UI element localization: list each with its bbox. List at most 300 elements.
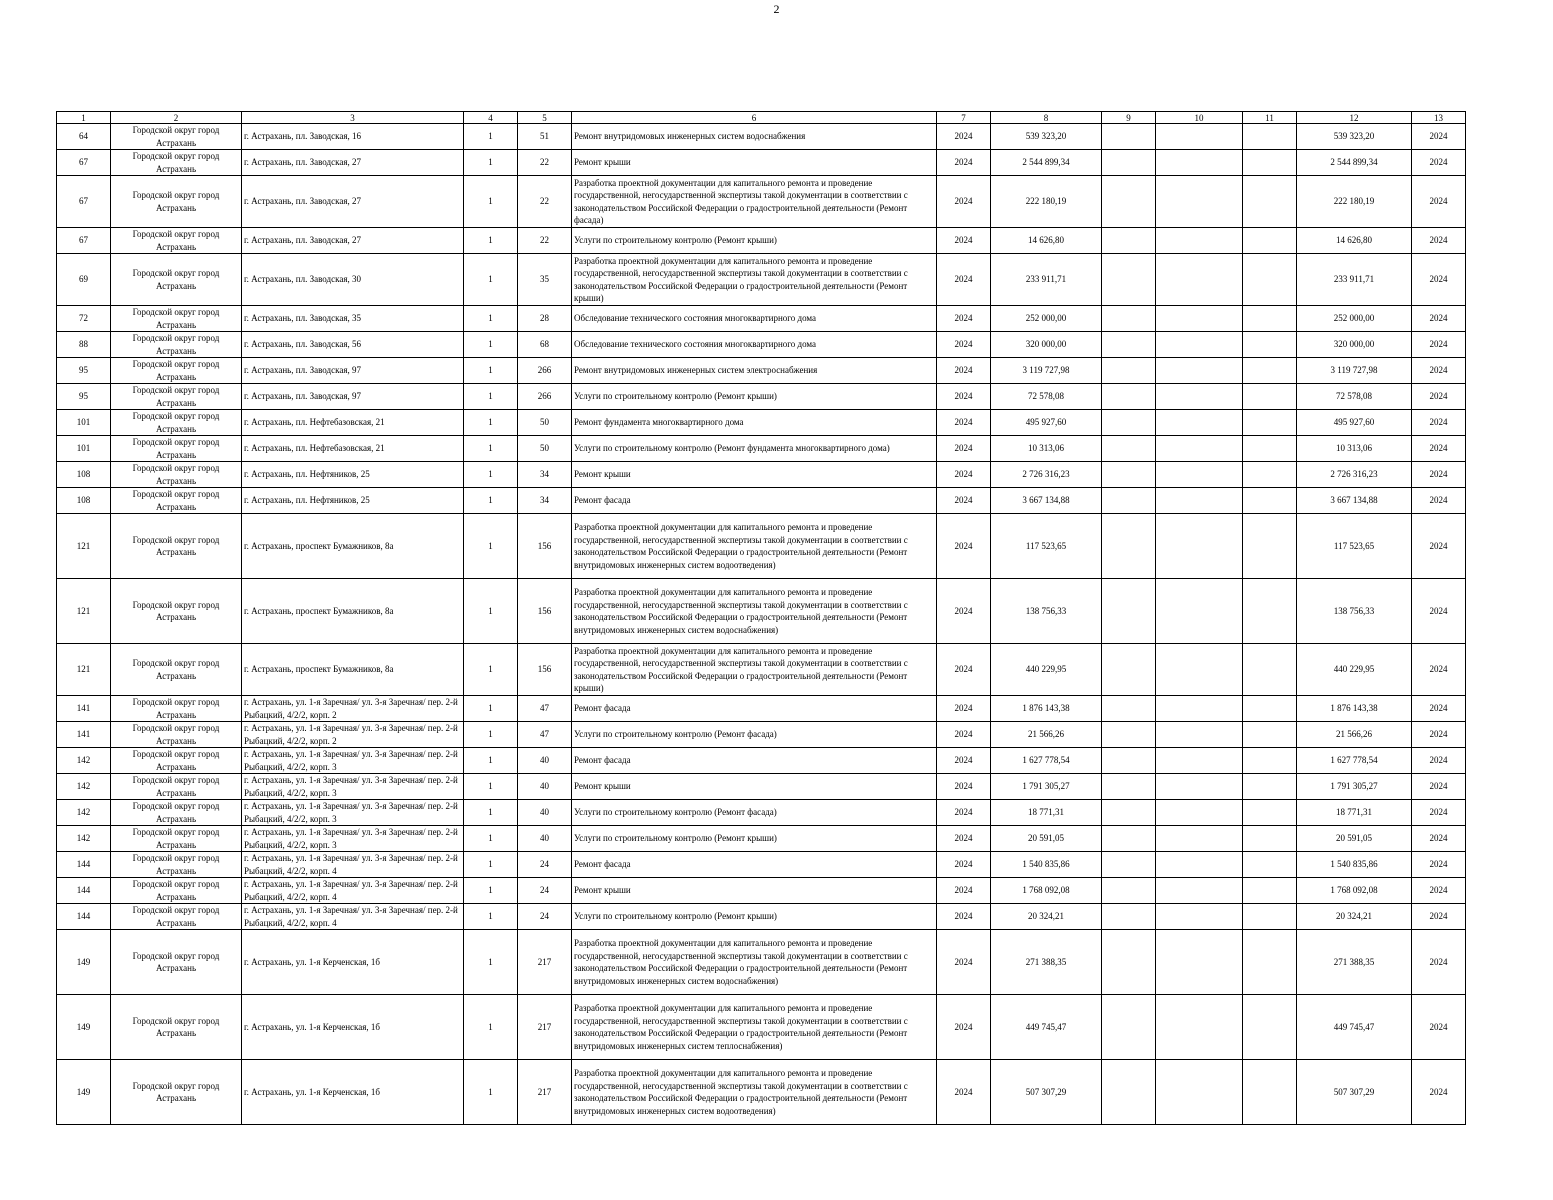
total-cost-cell: 271 388,35 <box>1297 930 1412 995</box>
row-number-cell: 142 <box>57 748 111 774</box>
end-year-cell: 2024 <box>1412 384 1466 410</box>
col4-cell: 1 <box>464 722 518 748</box>
work-type-cell: Разработка проектной документации для капитального ремонта и проведение государственной, негосударственной экспертизы такой документации в соответствии с законодательством Российской Федерации о градостроительной деятельности (Ремонт крыши) <box>572 644 937 696</box>
column-header: 6 <box>572 112 937 124</box>
cost-cell: 21 566,26 <box>991 722 1102 748</box>
total-cost-cell: 117 523,65 <box>1297 514 1412 579</box>
col4-cell: 1 <box>464 228 518 254</box>
col4-cell: 1 <box>464 748 518 774</box>
col5-cell: 22 <box>518 228 572 254</box>
work-type-cell: Ремонт крыши <box>572 774 937 800</box>
cost-cell: 233 911,71 <box>991 254 1102 306</box>
address-cell: г. Астрахань, ул. 1-я Заречная/ ул. 3-я Заречная/ пер. 2-й Рыбацкий, 4/2/2, корп. 3 <box>242 800 464 826</box>
col5-cell: 50 <box>518 436 572 462</box>
year-cell: 2024 <box>937 332 991 358</box>
work-type-cell: Ремонт внутридомовых инженерных систем электроснабжения <box>572 358 937 384</box>
work-type-cell: Разработка проектной документации для капитального ремонта и проведение государственной, негосударственной экспертизы такой документации в соответствии с законодательством Российской Федерации о градостроительной деятельности (Ремонт крыши) <box>572 254 937 306</box>
col10-cell <box>1156 995 1243 1060</box>
col9-cell <box>1102 176 1156 228</box>
col4-cell: 1 <box>464 410 518 436</box>
table-row <box>57 852 1466 878</box>
col11-cell <box>1243 358 1297 384</box>
end-year-cell: 2024 <box>1412 488 1466 514</box>
column-header: 12 <box>1297 112 1412 124</box>
address-cell: г. Астрахань, ул. 1-я Заречная/ ул. 3-я Заречная/ пер. 2-й Рыбацкий, 4/2/2, корп. 4 <box>242 878 464 904</box>
end-year-cell: 2024 <box>1412 748 1466 774</box>
row-number-cell: 142 <box>57 800 111 826</box>
cost-cell: 222 180,19 <box>991 176 1102 228</box>
address-cell: г. Астрахань, пл. Заводская, 16 <box>242 124 464 150</box>
municipality-cell: Городской округ город Астрахань <box>111 852 242 878</box>
row-number-cell: 149 <box>57 995 111 1060</box>
col4-cell: 1 <box>464 462 518 488</box>
year-cell: 2024 <box>937 228 991 254</box>
col5-cell: 34 <box>518 488 572 514</box>
col9-cell <box>1102 384 1156 410</box>
year-cell: 2024 <box>937 488 991 514</box>
col4-cell: 1 <box>464 852 518 878</box>
col9-cell <box>1102 826 1156 852</box>
col11-cell <box>1243 306 1297 332</box>
column-header: 13 <box>1412 112 1466 124</box>
col10-cell <box>1156 436 1243 462</box>
work-type-cell: Ремонт крыши <box>572 462 937 488</box>
cost-cell: 20 324,21 <box>991 904 1102 930</box>
col11-cell <box>1243 488 1297 514</box>
col9-cell <box>1102 904 1156 930</box>
total-cost-cell: 320 000,00 <box>1297 332 1412 358</box>
col11-cell <box>1243 150 1297 176</box>
col10-cell <box>1156 358 1243 384</box>
column-header: 3 <box>242 112 464 124</box>
end-year-cell: 2024 <box>1412 852 1466 878</box>
year-cell: 2024 <box>937 800 991 826</box>
table-row <box>57 462 1466 488</box>
col10-cell <box>1156 176 1243 228</box>
table-row <box>57 748 1466 774</box>
col5-cell: 34 <box>518 462 572 488</box>
col11-cell <box>1243 748 1297 774</box>
col4-cell: 1 <box>464 306 518 332</box>
table-row <box>57 696 1466 722</box>
end-year-cell: 2024 <box>1412 644 1466 696</box>
col11-cell <box>1243 462 1297 488</box>
year-cell: 2024 <box>937 1060 991 1125</box>
municipality-cell: Городской округ город Астрахань <box>111 228 242 254</box>
work-type-cell: Разработка проектной документации для капитального ремонта и проведение государственной, негосударственной экспертизы такой документации в соответствии с законодательством Российской Федерации о градостроительной деятельности (Ремонт фасада) <box>572 176 937 228</box>
year-cell: 2024 <box>937 254 991 306</box>
col11-cell <box>1243 995 1297 1060</box>
column-number-row <box>57 112 1466 124</box>
cost-cell: 138 756,33 <box>991 579 1102 644</box>
total-cost-cell: 20 591,05 <box>1297 826 1412 852</box>
municipality-cell: Городской округ город Астрахань <box>111 722 242 748</box>
municipality-cell: Городской округ город Астрахань <box>111 579 242 644</box>
table-row <box>57 384 1466 410</box>
cost-cell: 72 578,08 <box>991 384 1102 410</box>
col9-cell <box>1102 1060 1156 1125</box>
col11-cell <box>1243 436 1297 462</box>
row-number-cell: 67 <box>57 150 111 176</box>
table-row <box>57 904 1466 930</box>
col10-cell <box>1156 748 1243 774</box>
year-cell: 2024 <box>937 852 991 878</box>
table-row <box>57 995 1466 1060</box>
end-year-cell: 2024 <box>1412 254 1466 306</box>
col9-cell <box>1102 852 1156 878</box>
work-type-cell: Услуги по строительному контролю (Ремонт крыши) <box>572 904 937 930</box>
total-cost-cell: 440 229,95 <box>1297 644 1412 696</box>
end-year-cell: 2024 <box>1412 176 1466 228</box>
work-type-cell: Разработка проектной документации для капитального ремонта и проведение государственной, негосударственной экспертизы такой документации в соответствии с законодательством Российской Федерации о градостроительной деятельности (Ремонт внутридомовых инженерных систем водоотведения) <box>572 514 937 579</box>
municipality-cell: Городской округ город Астрахань <box>111 150 242 176</box>
col11-cell <box>1243 579 1297 644</box>
row-number-cell: 108 <box>57 488 111 514</box>
work-type-cell: Разработка проектной документации для капитального ремонта и проведение государственной, негосударственной экспертизы такой документации в соответствии с законодательством Российской Федерации о градостроительной деятельности (Ремонт внутридомовых инженерных систем водоотведения) <box>572 1060 937 1125</box>
municipality-cell: Городской округ город Астрахань <box>111 878 242 904</box>
col4-cell: 1 <box>464 436 518 462</box>
table-row <box>57 722 1466 748</box>
address-cell: г. Астрахань, пл. Заводская, 97 <box>242 384 464 410</box>
table-row <box>57 254 1466 306</box>
col10-cell <box>1156 904 1243 930</box>
col5-cell: 266 <box>518 358 572 384</box>
end-year-cell: 2024 <box>1412 826 1466 852</box>
row-number-cell: 142 <box>57 774 111 800</box>
end-year-cell: 2024 <box>1412 306 1466 332</box>
cost-cell: 10 313,06 <box>991 436 1102 462</box>
column-header: 11 <box>1243 112 1297 124</box>
col11-cell <box>1243 514 1297 579</box>
total-cost-cell: 507 307,29 <box>1297 1060 1412 1125</box>
cost-cell: 1 791 305,27 <box>991 774 1102 800</box>
table-row <box>57 579 1466 644</box>
col9-cell <box>1102 358 1156 384</box>
col5-cell: 47 <box>518 696 572 722</box>
col4-cell: 1 <box>464 358 518 384</box>
col5-cell: 22 <box>518 176 572 228</box>
end-year-cell: 2024 <box>1412 332 1466 358</box>
total-cost-cell: 20 324,21 <box>1297 904 1412 930</box>
total-cost-cell: 1 791 305,27 <box>1297 774 1412 800</box>
table-body <box>57 124 1466 1125</box>
address-cell: г. Астрахань, пл. Заводская, 30 <box>242 254 464 306</box>
municipality-cell: Городской округ город Астрахань <box>111 358 242 384</box>
table-row <box>57 644 1466 696</box>
col5-cell: 156 <box>518 644 572 696</box>
cost-cell: 2 544 899,34 <box>991 150 1102 176</box>
col10-cell <box>1156 124 1243 150</box>
address-cell: г. Астрахань, пл. Заводская, 27 <box>242 176 464 228</box>
year-cell: 2024 <box>937 436 991 462</box>
work-type-cell: Ремонт фасада <box>572 488 937 514</box>
municipality-cell: Городской округ город Астрахань <box>111 904 242 930</box>
table-row <box>57 358 1466 384</box>
col4-cell: 1 <box>464 930 518 995</box>
total-cost-cell: 2 544 899,34 <box>1297 150 1412 176</box>
total-cost-cell: 3 119 727,98 <box>1297 358 1412 384</box>
col4-cell: 1 <box>464 514 518 579</box>
address-cell: г. Астрахань, пл. Заводская, 35 <box>242 306 464 332</box>
address-cell: г. Астрахань, пл. Заводская, 27 <box>242 228 464 254</box>
work-type-cell: Ремонт внутридомовых инженерных систем водоснабжения <box>572 124 937 150</box>
address-cell: г. Астрахань, проспект Бумажников, 8а <box>242 579 464 644</box>
municipality-cell: Городской округ город Астрахань <box>111 800 242 826</box>
total-cost-cell: 72 578,08 <box>1297 384 1412 410</box>
repair-plan-table <box>56 111 1466 1125</box>
col9-cell <box>1102 228 1156 254</box>
year-cell: 2024 <box>937 774 991 800</box>
total-cost-cell: 449 745,47 <box>1297 995 1412 1060</box>
year-cell: 2024 <box>937 306 991 332</box>
address-cell: г. Астрахань, ул. 1-я Заречная/ ул. 3-я Заречная/ пер. 2-й Рыбацкий, 4/2/2, корп. 3 <box>242 748 464 774</box>
cost-cell: 117 523,65 <box>991 514 1102 579</box>
col10-cell <box>1156 774 1243 800</box>
work-type-cell: Разработка проектной документации для капитального ремонта и проведение государственной, негосударственной экспертизы такой документации в соответствии с законодательством Российской Федерации о градостроительной деятельности (Ремонт внутридомовых инженерных систем теплоснабжения) <box>572 995 937 1060</box>
table-row <box>57 332 1466 358</box>
work-type-cell: Услуги по строительному контролю (Ремонт фасада) <box>572 800 937 826</box>
col10-cell <box>1156 462 1243 488</box>
col11-cell <box>1243 124 1297 150</box>
col4-cell: 1 <box>464 1060 518 1125</box>
col11-cell <box>1243 176 1297 228</box>
col9-cell <box>1102 995 1156 1060</box>
cost-cell: 1 876 143,38 <box>991 696 1102 722</box>
total-cost-cell: 233 911,71 <box>1297 254 1412 306</box>
col9-cell <box>1102 579 1156 644</box>
col4-cell: 1 <box>464 774 518 800</box>
col10-cell <box>1156 150 1243 176</box>
column-header: 5 <box>518 112 572 124</box>
col4-cell: 1 <box>464 384 518 410</box>
address-cell: г. Астрахань, пл. Нефтебазовская, 21 <box>242 410 464 436</box>
table-row <box>57 176 1466 228</box>
municipality-cell: Городской округ город Астрахань <box>111 930 242 995</box>
cost-cell: 3 667 134,88 <box>991 488 1102 514</box>
year-cell: 2024 <box>937 514 991 579</box>
col9-cell <box>1102 488 1156 514</box>
col11-cell <box>1243 410 1297 436</box>
work-type-cell: Ремонт крыши <box>572 878 937 904</box>
col5-cell: 47 <box>518 722 572 748</box>
cost-cell: 3 119 727,98 <box>991 358 1102 384</box>
end-year-cell: 2024 <box>1412 904 1466 930</box>
col9-cell <box>1102 748 1156 774</box>
work-type-cell: Услуги по строительному контролю (Ремонт крыши) <box>572 228 937 254</box>
total-cost-cell: 1 627 778,54 <box>1297 748 1412 774</box>
column-header: 10 <box>1156 112 1243 124</box>
address-cell: г. Астрахань, ул. 1-я Заречная/ ул. 3-я Заречная/ пер. 2-й Рыбацкий, 4/2/2, корп. 3 <box>242 774 464 800</box>
total-cost-cell: 1 768 092,08 <box>1297 878 1412 904</box>
row-number-cell: 88 <box>57 332 111 358</box>
col11-cell <box>1243 722 1297 748</box>
work-type-cell: Разработка проектной документации для капитального ремонта и проведение государственной, негосударственной экспертизы такой документации в соответствии с законодательством Российской Федерации о градостроительной деятельности (Ремонт внутридомовых инженерных систем водоснабжения) <box>572 579 937 644</box>
work-type-cell: Услуги по строительному контролю (Ремонт крыши) <box>572 826 937 852</box>
work-type-cell: Услуги по строительному контролю (Ремонт фасада) <box>572 722 937 748</box>
end-year-cell: 2024 <box>1412 410 1466 436</box>
col5-cell: 40 <box>518 800 572 826</box>
table-row <box>57 878 1466 904</box>
col10-cell <box>1156 514 1243 579</box>
col9-cell <box>1102 306 1156 332</box>
cost-cell: 271 388,35 <box>991 930 1102 995</box>
col10-cell <box>1156 228 1243 254</box>
end-year-cell: 2024 <box>1412 722 1466 748</box>
municipality-cell: Городской округ город Астрахань <box>111 826 242 852</box>
col11-cell <box>1243 904 1297 930</box>
end-year-cell: 2024 <box>1412 579 1466 644</box>
col5-cell: 156 <box>518 579 572 644</box>
col10-cell <box>1156 696 1243 722</box>
row-number-cell: 141 <box>57 722 111 748</box>
col9-cell <box>1102 410 1156 436</box>
col11-cell <box>1243 774 1297 800</box>
end-year-cell: 2024 <box>1412 514 1466 579</box>
row-number-cell: 144 <box>57 852 111 878</box>
col11-cell <box>1243 852 1297 878</box>
cost-cell: 14 626,80 <box>991 228 1102 254</box>
end-year-cell: 2024 <box>1412 462 1466 488</box>
table-row <box>57 1060 1466 1125</box>
col5-cell: 40 <box>518 826 572 852</box>
col9-cell <box>1102 436 1156 462</box>
work-type-cell: Обследование технического состояния многоквартирного дома <box>572 306 937 332</box>
cost-cell: 2 726 316,23 <box>991 462 1102 488</box>
end-year-cell: 2024 <box>1412 228 1466 254</box>
municipality-cell: Городской округ город Астрахань <box>111 644 242 696</box>
row-number-cell: 149 <box>57 930 111 995</box>
year-cell: 2024 <box>937 176 991 228</box>
total-cost-cell: 10 313,06 <box>1297 436 1412 462</box>
table-row <box>57 514 1466 579</box>
col4-cell: 1 <box>464 150 518 176</box>
cost-cell: 440 229,95 <box>991 644 1102 696</box>
col11-cell <box>1243 254 1297 306</box>
municipality-cell: Городской округ город Астрахань <box>111 995 242 1060</box>
address-cell: г. Астрахань, пл. Нефтебазовская, 21 <box>242 436 464 462</box>
col11-cell <box>1243 696 1297 722</box>
col10-cell <box>1156 488 1243 514</box>
col9-cell <box>1102 800 1156 826</box>
end-year-cell: 2024 <box>1412 800 1466 826</box>
year-cell: 2024 <box>937 150 991 176</box>
col9-cell <box>1102 644 1156 696</box>
municipality-cell: Городской округ город Астрахань <box>111 124 242 150</box>
col5-cell: 40 <box>518 774 572 800</box>
year-cell: 2024 <box>937 358 991 384</box>
row-number-cell: 121 <box>57 514 111 579</box>
total-cost-cell: 21 566,26 <box>1297 722 1412 748</box>
work-type-cell: Ремонт фасада <box>572 852 937 878</box>
address-cell: г. Астрахань, пл. Заводская, 56 <box>242 332 464 358</box>
col9-cell <box>1102 774 1156 800</box>
address-cell: г. Астрахань, пл. Заводская, 27 <box>242 150 464 176</box>
address-cell: г. Астрахань, проспект Бумажников, 8а <box>242 514 464 579</box>
column-header: 9 <box>1102 112 1156 124</box>
column-header: 4 <box>464 112 518 124</box>
address-cell: г. Астрахань, пл. Нефтяников, 25 <box>242 462 464 488</box>
table-row <box>57 150 1466 176</box>
address-cell: г. Астрахань, проспект Бумажников, 8а <box>242 644 464 696</box>
col4-cell: 1 <box>464 800 518 826</box>
col5-cell: 24 <box>518 904 572 930</box>
col10-cell <box>1156 800 1243 826</box>
col9-cell <box>1102 696 1156 722</box>
total-cost-cell: 252 000,00 <box>1297 306 1412 332</box>
page-number: 2 <box>773 2 780 16</box>
work-type-cell: Ремонт фундамента многоквартирного дома <box>572 410 937 436</box>
total-cost-cell: 1 540 835,86 <box>1297 852 1412 878</box>
col10-cell <box>1156 384 1243 410</box>
end-year-cell: 2024 <box>1412 124 1466 150</box>
table-row <box>57 930 1466 995</box>
col5-cell: 35 <box>518 254 572 306</box>
cost-cell: 539 323,20 <box>991 124 1102 150</box>
municipality-cell: Городской округ город Астрахань <box>111 332 242 358</box>
row-number-cell: 101 <box>57 436 111 462</box>
address-cell: г. Астрахань, ул. 1-я Керченская, 1б <box>242 930 464 995</box>
work-type-cell: Услуги по строительному контролю (Ремонт фундамента многоквартирного дома) <box>572 436 937 462</box>
total-cost-cell: 14 626,80 <box>1297 228 1412 254</box>
col11-cell <box>1243 1060 1297 1125</box>
col5-cell: 40 <box>518 748 572 774</box>
municipality-cell: Городской округ город Астрахань <box>111 696 242 722</box>
year-cell: 2024 <box>937 722 991 748</box>
work-type-cell: Ремонт фасада <box>572 696 937 722</box>
col10-cell <box>1156 579 1243 644</box>
col11-cell <box>1243 644 1297 696</box>
col5-cell: 217 <box>518 930 572 995</box>
year-cell: 2024 <box>937 644 991 696</box>
work-type-cell: Ремонт крыши <box>572 150 937 176</box>
col10-cell <box>1156 1060 1243 1125</box>
col10-cell <box>1156 254 1243 306</box>
municipality-cell: Городской округ город Астрахань <box>111 514 242 579</box>
municipality-cell: Городской округ город Астрахань <box>111 254 242 306</box>
col11-cell <box>1243 332 1297 358</box>
column-header: 2 <box>111 112 242 124</box>
work-type-cell: Обследование технического состояния многоквартирного дома <box>572 332 937 358</box>
col4-cell: 1 <box>464 878 518 904</box>
table-row <box>57 228 1466 254</box>
municipality-cell: Городской округ город Астрахань <box>111 1060 242 1125</box>
row-number-cell: 149 <box>57 1060 111 1125</box>
year-cell: 2024 <box>937 124 991 150</box>
col5-cell: 51 <box>518 124 572 150</box>
municipality-cell: Городской округ город Астрахань <box>111 748 242 774</box>
end-year-cell: 2024 <box>1412 436 1466 462</box>
municipality-cell: Городской округ город Астрахань <box>111 436 242 462</box>
column-header: 7 <box>937 112 991 124</box>
total-cost-cell: 222 180,19 <box>1297 176 1412 228</box>
table-row <box>57 826 1466 852</box>
total-cost-cell: 495 927,60 <box>1297 410 1412 436</box>
col10-cell <box>1156 306 1243 332</box>
col10-cell <box>1156 332 1243 358</box>
col10-cell <box>1156 930 1243 995</box>
end-year-cell: 2024 <box>1412 995 1466 1060</box>
col9-cell <box>1102 878 1156 904</box>
cost-cell: 495 927,60 <box>991 410 1102 436</box>
address-cell: г. Астрахань, ул. 1-я Заречная/ ул. 3-я Заречная/ пер. 2-й Рыбацкий, 4/2/2, корп. 2 <box>242 722 464 748</box>
row-number-cell: 67 <box>57 228 111 254</box>
address-cell: г. Астрахань, ул. 1-я Керченская, 1б <box>242 1060 464 1125</box>
year-cell: 2024 <box>937 878 991 904</box>
row-number-cell: 64 <box>57 124 111 150</box>
row-number-cell: 108 <box>57 462 111 488</box>
address-cell: г. Астрахань, ул. 1-я Заречная/ ул. 3-я Заречная/ пер. 2-й Рыбацкий, 4/2/2, корп. 4 <box>242 904 464 930</box>
col4-cell: 1 <box>464 332 518 358</box>
